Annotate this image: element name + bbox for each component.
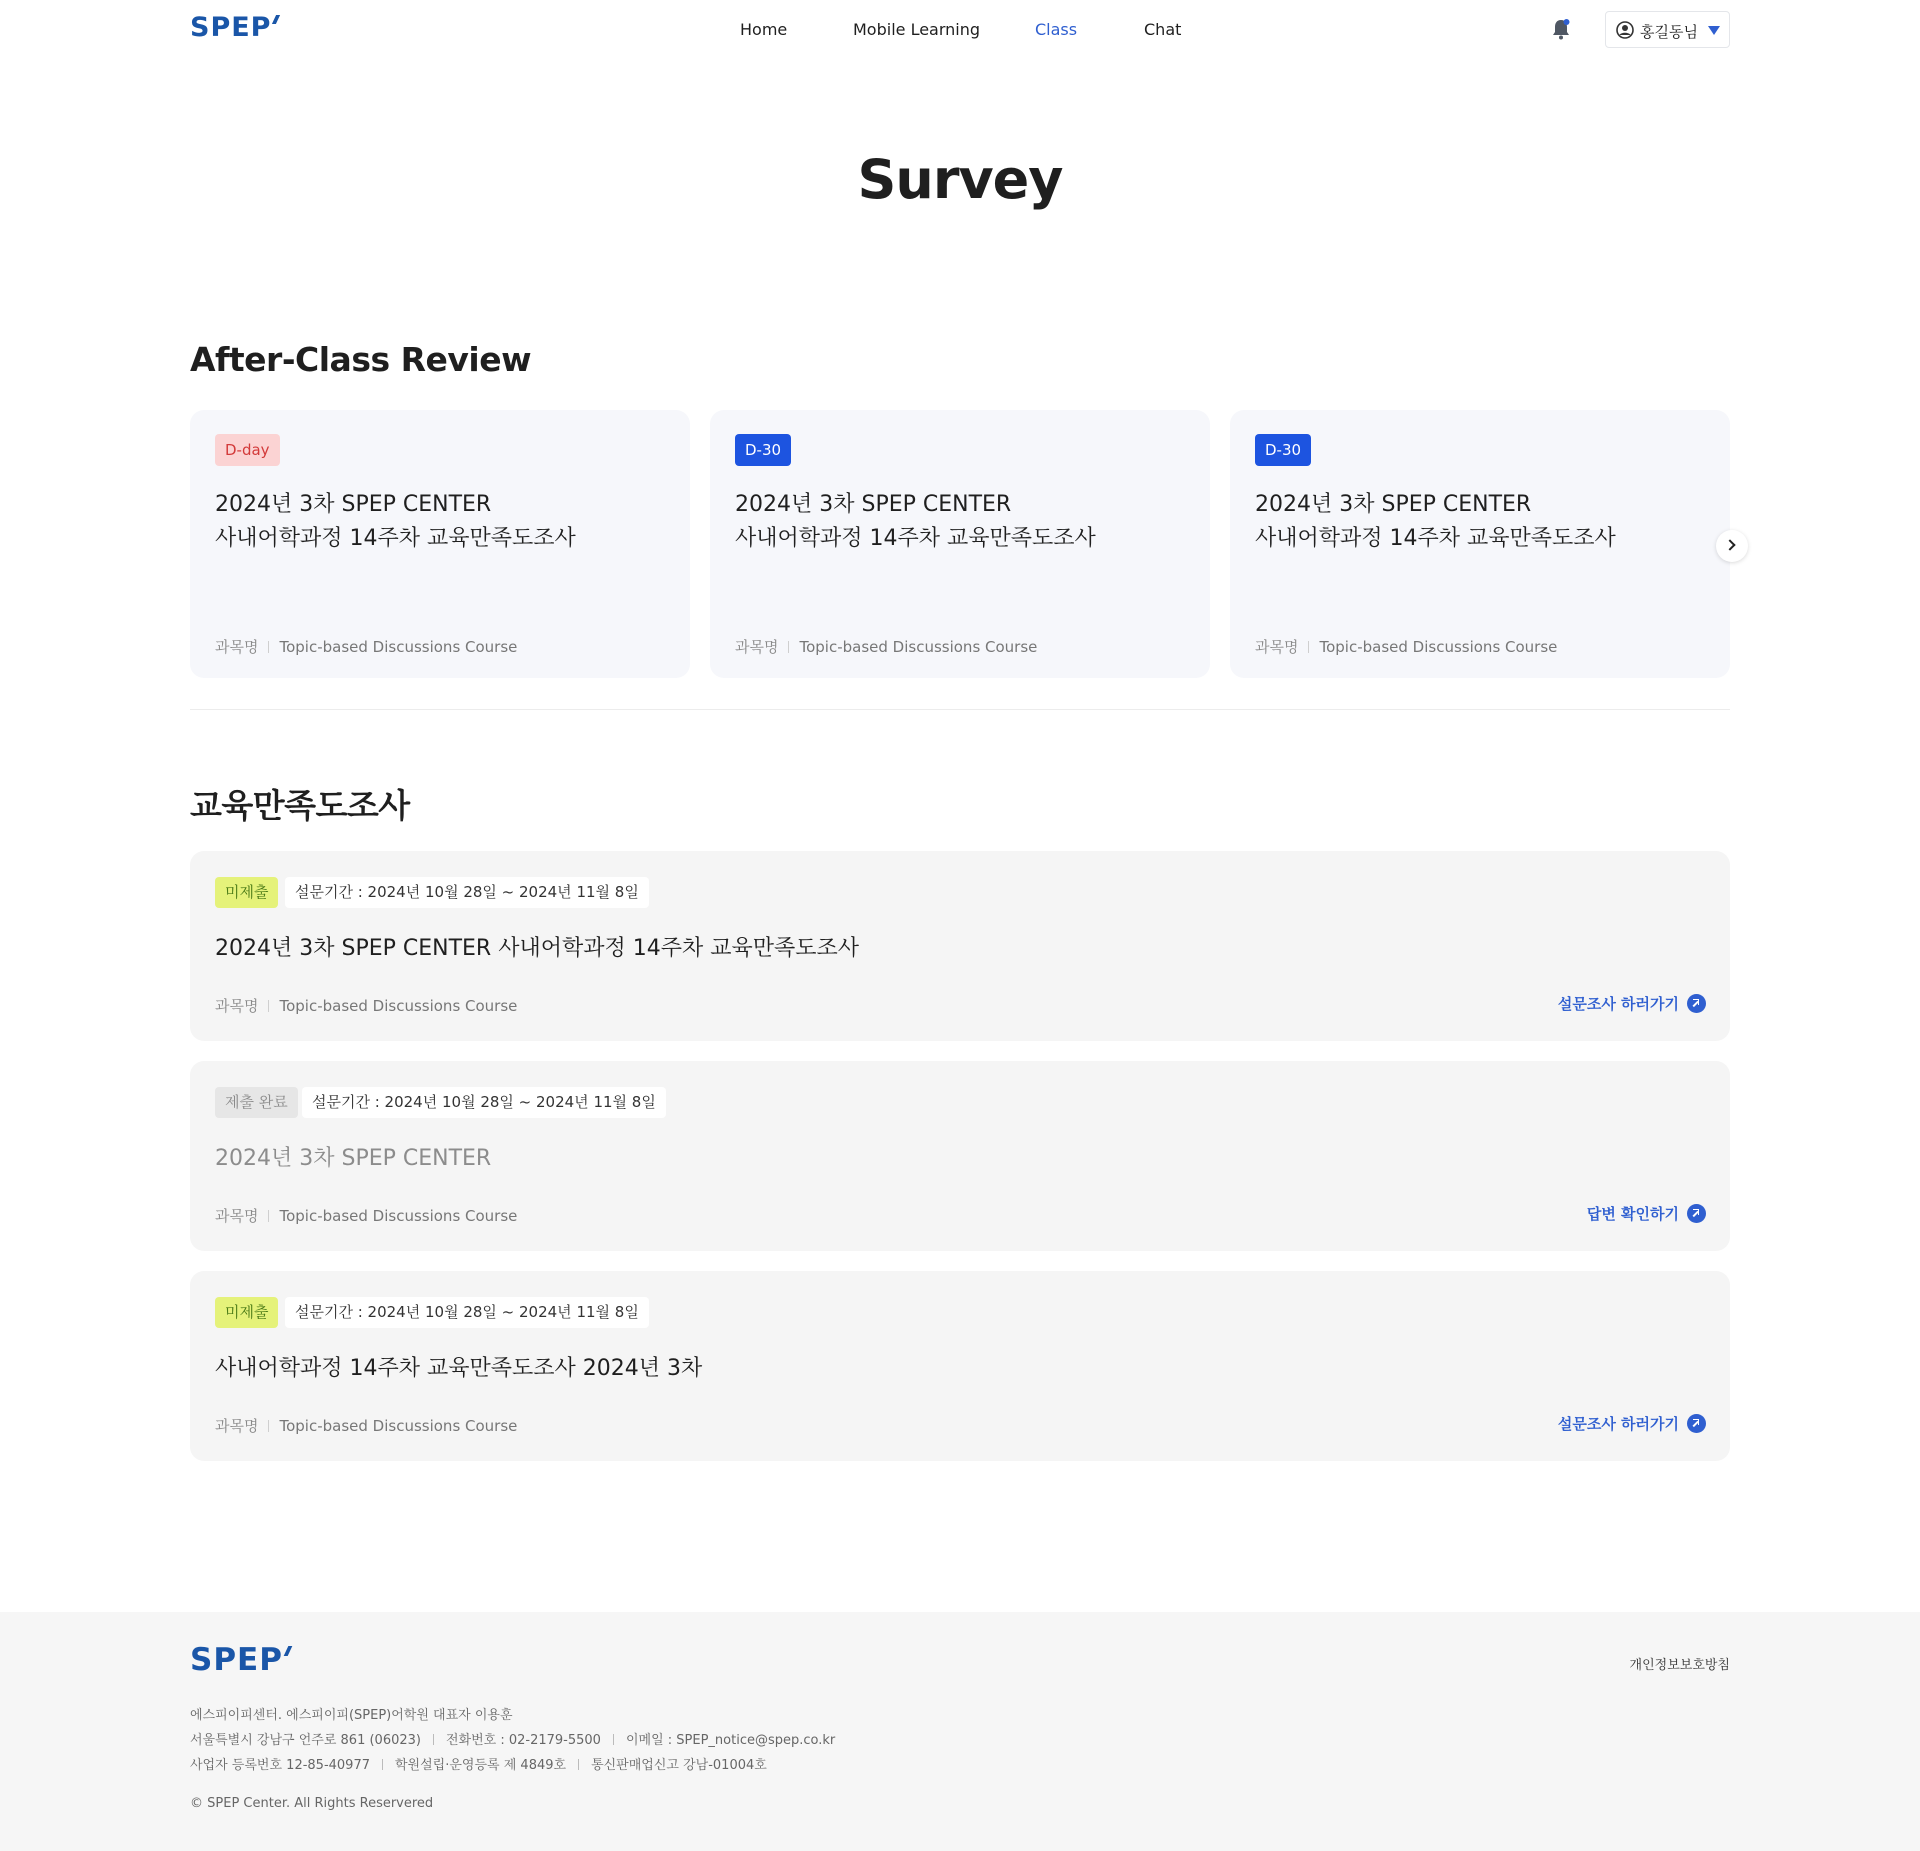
arrow-up-right-icon bbox=[1687, 1414, 1706, 1433]
arrow-up-right-icon bbox=[1687, 1204, 1706, 1223]
review-card[interactable] bbox=[710, 410, 1210, 678]
nav-class[interactable]: Class bbox=[1035, 20, 1078, 39]
header bbox=[0, 0, 1920, 60]
footer bbox=[0, 1612, 1920, 1851]
dday-badge: D-30 bbox=[735, 434, 791, 466]
course-meta: 과목명 Topic-based Discussions Course bbox=[215, 1417, 518, 1435]
review-card[interactable] bbox=[1230, 410, 1730, 678]
user-menu[interactable] bbox=[1605, 11, 1730, 48]
survey-period: 설문기간 : 2024년 10월 28일 ~ 2024년 11월 8일 bbox=[285, 877, 649, 908]
review-card[interactable] bbox=[190, 410, 690, 678]
survey-section-title: 교육만족도조사 bbox=[190, 786, 410, 825]
privacy-policy-link[interactable]: 개인정보보호방침 bbox=[1629, 1658, 1730, 1673]
review-card-title: 2024년 3차 SPEP CENTER 사내어학과정 14주차 교육만족도조사 bbox=[215, 492, 576, 551]
footer-copyright: © SPEP Center. All Rights Reservered bbox=[190, 1796, 434, 1811]
course-meta: 과목명 Topic-based Discussions Course bbox=[215, 997, 518, 1015]
course-meta: 과목명 Topic-based Discussions Course bbox=[215, 638, 518, 656]
status-badge: 미제출 bbox=[215, 1297, 278, 1328]
section-divider bbox=[190, 709, 1730, 710]
survey-item bbox=[190, 1061, 1730, 1251]
go-survey-button[interactable]: 설문조사 하러가기 bbox=[1558, 1413, 1706, 1434]
status-badge: 제출 완료 bbox=[215, 1087, 298, 1118]
survey-title: 사내어학과정 14주차 교육만족도조사 2024년 3차 bbox=[215, 1356, 703, 1381]
user-avatar-icon bbox=[1616, 21, 1634, 39]
survey-item bbox=[190, 851, 1730, 1041]
dday-badge: D-day bbox=[215, 434, 280, 466]
survey-period: 설문기간 : 2024년 10월 28일 ~ 2024년 11월 8일 bbox=[302, 1087, 666, 1118]
review-card-title: 2024년 3차 SPEP CENTER 사내어학과정 14주차 교육만족도조사 bbox=[1255, 492, 1616, 551]
review-card-title: 2024년 3차 SPEP CENTER 사내어학과정 14주차 교육만족도조사 bbox=[735, 492, 1096, 551]
course-meta: 과목명 Topic-based Discussions Course bbox=[735, 638, 1038, 656]
survey-period: 설문기간 : 2024년 10월 28일 ~ 2024년 11월 8일 bbox=[285, 1297, 649, 1328]
survey-title: 2024년 3차 SPEP CENTER bbox=[215, 1146, 492, 1171]
user-name: 홍길동님 bbox=[1640, 23, 1698, 41]
bell-icon[interactable] bbox=[1551, 18, 1571, 40]
course-meta: 과목명 Topic-based Discussions Course bbox=[1255, 638, 1558, 656]
arrow-up-right-icon bbox=[1687, 994, 1706, 1013]
status-badge: 미제출 bbox=[215, 877, 278, 908]
go-survey-button[interactable]: 설문조사 하러가기 bbox=[1558, 993, 1706, 1014]
page-title: Survey bbox=[857, 148, 1063, 211]
dday-badge: D-30 bbox=[1255, 434, 1311, 466]
logo[interactable]: SPEP bbox=[190, 12, 278, 43]
nav-home[interactable]: Home bbox=[740, 20, 788, 39]
footer-registration: 사업자 등록번호 12-85-40977 학원설립·운영등록 제 4849호 통신판매업신고 강남-01004호 bbox=[190, 1758, 767, 1773]
survey-item bbox=[190, 1271, 1730, 1461]
chevron-right-icon bbox=[1724, 539, 1735, 550]
nav-chat[interactable]: Chat bbox=[1144, 20, 1182, 39]
caret-down-icon bbox=[1708, 26, 1720, 35]
course-meta: 과목명 Topic-based Discussions Course bbox=[215, 1207, 518, 1225]
view-answer-button[interactable]: 답변 확인하기 bbox=[1587, 1203, 1706, 1224]
nav-mobile-learning[interactable]: Mobile Learning bbox=[853, 20, 981, 39]
carousel-next-button[interactable] bbox=[1716, 530, 1748, 562]
footer-contact: 서울특별시 강남구 언주로 861 (06023) 전화번호 : 02-2179-5500 이메일 : SPEP_notice@spep.co.kr bbox=[190, 1733, 836, 1748]
review-section-title: After-Class Review bbox=[190, 340, 532, 379]
footer-company: 에스피이피센터. 에스피이피(SPEP)어학원 대표자 이용훈 bbox=[190, 1708, 513, 1723]
footer-logo: SPEP bbox=[190, 1642, 290, 1678]
survey-title: 2024년 3차 SPEP CENTER 사내어학과정 14주차 교육만족도조사 bbox=[215, 936, 859, 961]
